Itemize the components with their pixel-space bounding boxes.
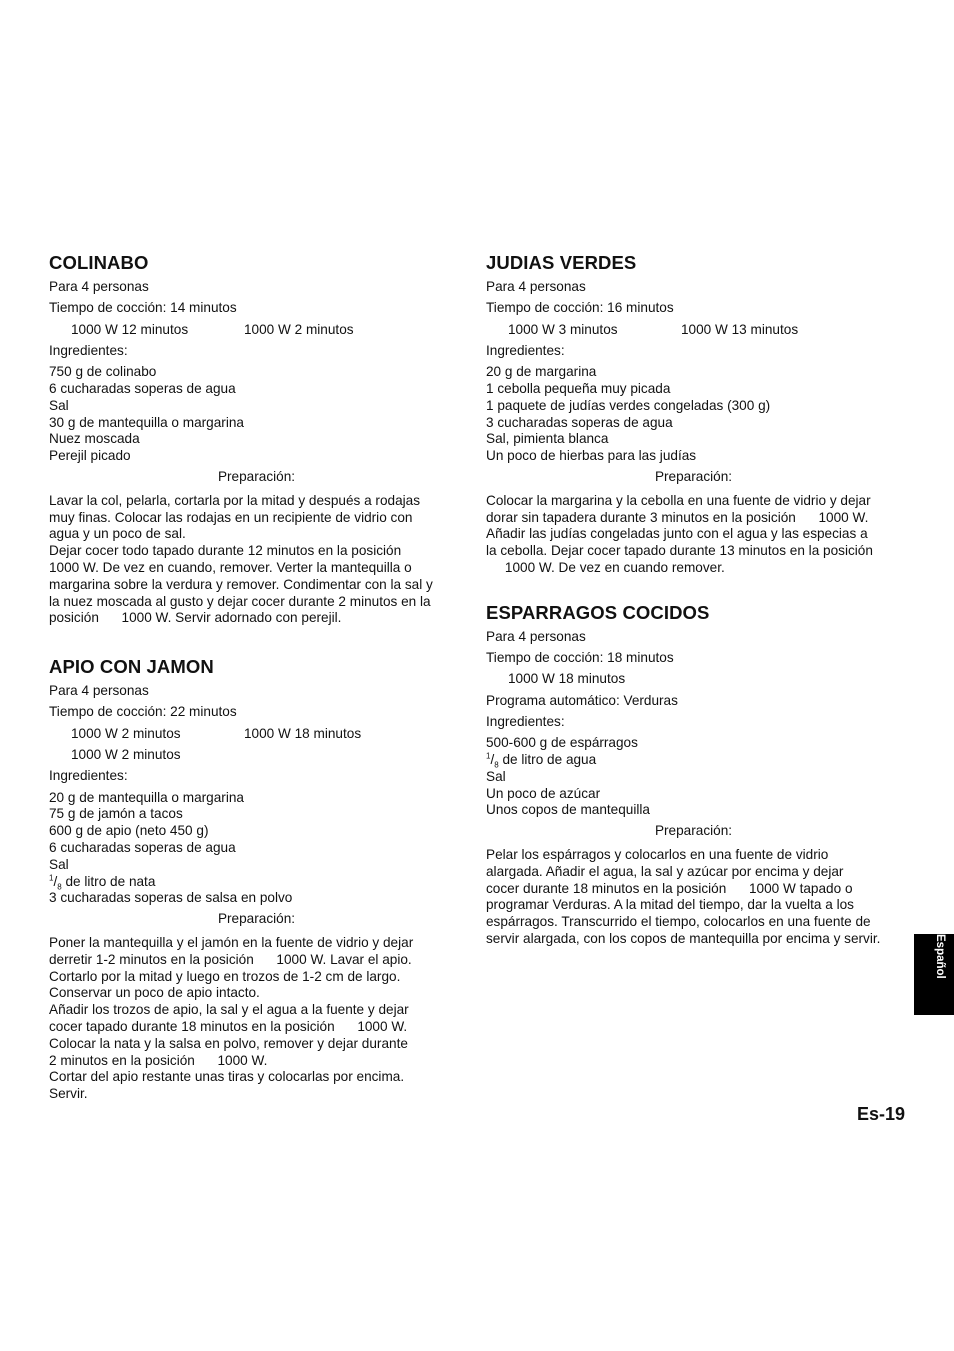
step: 1000 W 3 minutos xyxy=(508,321,618,337)
prep-line: dorar sin tapadera durante 3 minutos en la posición 1000 W. xyxy=(486,509,869,525)
cooking-time: Tiempo de cocción: 18 minutos xyxy=(486,650,674,666)
ingredient: 600 g de apio (neto 450 g) xyxy=(49,823,209,839)
recipe-judias-verdes xyxy=(486,252,901,577)
cooking-time: Tiempo de cocción: 14 minutos xyxy=(49,300,237,316)
ingredient: Un poco de azúcar xyxy=(486,785,601,801)
step: 1000 W 18 minutos xyxy=(508,671,626,687)
prep-line: la nuez moscada al gusto y dejar cocer durante 2 minutos en la xyxy=(49,593,431,609)
recipe-title: JUDIAS VERDES xyxy=(486,252,637,273)
ingredient: Sal xyxy=(49,856,69,872)
ingredient: 1 cebolla pequeña muy picada xyxy=(486,380,671,396)
power-steps xyxy=(49,322,464,339)
cooking-time: Tiempo de cocción: 22 minutos xyxy=(49,704,237,720)
fraction-numerator: 1 xyxy=(486,751,491,761)
recipe-colinabo xyxy=(49,252,464,627)
recipe-title: ESPARRAGOS COCIDOS xyxy=(486,601,710,623)
prep-line: Colocar la nata y la salsa en polvo, remover y dejar durante xyxy=(49,1035,408,1051)
fraction-numerator: 1 xyxy=(49,873,54,883)
ingredients-list xyxy=(49,364,464,465)
ingredient: 750 g de colinabo xyxy=(49,364,157,380)
prep-line: Conservar un poco de apio intacto. xyxy=(49,985,260,1001)
page-number: Es-19 xyxy=(857,1104,906,1124)
prep-line: Añadir las judías congeladas junto con el agua y las especias a xyxy=(486,526,868,542)
fraction-denominator: 8 xyxy=(57,882,62,892)
prep-line: Añadir los trozos de apio, la sal y el agua a la fuente y dejar xyxy=(49,1002,409,1018)
ingredient: Nuez moscada xyxy=(49,431,140,447)
step: 1000 W 2 minutos xyxy=(244,321,354,337)
prep-line: la cebolla. Dejar cocer tapado durante 13 minutos en la posición xyxy=(486,543,873,559)
ingredient: 1 paquete de judías verdes congeladas (300 g) xyxy=(486,397,771,413)
prep-line: muy finas. Colocar las rodajas en un recipiente de vidrio con xyxy=(49,509,413,525)
step: 1000 W 2 minutos xyxy=(71,747,181,763)
ingredient: 20 g de mantequilla o margarina xyxy=(49,789,244,805)
preparation-text xyxy=(486,847,901,948)
ingredient: 3 cucharadas soperas de agua xyxy=(486,414,673,430)
prep-line: cocer tapado durante 18 minutos en la posición 1000 W. xyxy=(49,1018,408,1034)
ingredient: 500-600 g de espárragos xyxy=(486,735,638,751)
right-column xyxy=(486,252,901,948)
prep-line: servir alargada, con los copos de mantequilla por encima y servir. xyxy=(486,931,881,946)
prep-line: Dejar cocer todo tapado durante 12 minutos en la posición xyxy=(49,543,402,559)
ingredient: 6 cucharadas soperas de agua xyxy=(49,840,236,856)
preparation-label: Preparación: xyxy=(654,823,733,839)
fraction-text: de litro de agua xyxy=(498,752,597,768)
prep-line: Poner la mantequilla y el jamón en la fuente de vidrio y dejar xyxy=(49,935,414,950)
ingredient: Un poco de hierbas para las judías xyxy=(486,448,697,464)
ingredients-list xyxy=(49,790,464,908)
ingredient: 30 g de mantequilla o margarina xyxy=(49,414,244,430)
prep-line: espárragos. Transcurrido el tiempo, colocarlos en una fuente de xyxy=(486,914,871,930)
ingredient: 6 cucharadas soperas de agua xyxy=(49,380,236,396)
fraction-denominator: 8 xyxy=(494,760,499,770)
ingredients-label: Ingredientes: xyxy=(486,713,565,729)
servings: Para 4 personas xyxy=(486,628,586,644)
prep-line: Colocar la margarina y la cebolla en una fuente de vidrio y dejar xyxy=(486,492,871,508)
left-column xyxy=(49,252,464,1103)
language-tab-label: Español xyxy=(934,934,946,979)
ingredients-label: Ingredientes: xyxy=(49,342,128,358)
prep-line: programar Verduras. A la mitad del tiempo, dar la vuelta a los xyxy=(486,897,854,913)
ingredient: 20 g de margarina xyxy=(486,364,597,380)
ingredient: Sal xyxy=(486,768,506,784)
power-steps xyxy=(49,726,464,743)
ingredients-label: Ingredientes: xyxy=(49,768,128,784)
servings: Para 4 personas xyxy=(49,683,149,699)
ingredient: Sal, pimienta blanca xyxy=(486,431,609,447)
prep-line: Pelar los espárragos y colocarlos en una fuente de vidrio xyxy=(486,847,829,863)
recipe-esparragos-cocidos xyxy=(486,602,901,948)
prep-line: 2 minutos en la posición 1000 W. xyxy=(49,1052,268,1068)
ingredient-fraction: $^1/_8$ de litro de nata xyxy=(49,873,156,892)
fraction-text: de litro de nata xyxy=(61,873,156,889)
prep-line: agua y un poco de sal. xyxy=(49,526,186,542)
prep-line: alargada. Añadir el agua, la sal y azúcar por encima y dejar xyxy=(486,863,844,879)
preparation-text xyxy=(486,493,901,577)
ingredients-label: Ingredientes: xyxy=(486,342,565,358)
ingredients-list xyxy=(486,735,901,819)
prep-line: Cortarlo por la mitad y luego en trozos de 1-2 cm de largo. xyxy=(49,968,401,984)
prep-line: derretir 1-2 minutos en la posición 1000 W. Lavar el apio. xyxy=(49,951,412,967)
preparation-text xyxy=(49,493,464,627)
recipe-apio-con-jamon xyxy=(49,656,464,1103)
power-steps xyxy=(486,322,901,339)
auto-program: Programa automático: Verduras xyxy=(486,692,678,708)
cooking-time: Tiempo de cocción: 16 minutos xyxy=(486,300,674,316)
prep-line: Cortar del apio restante unas tiras y colocarlas por encima. xyxy=(49,1069,405,1085)
prep-line: posición 1000 W. Servir adornado con perejil. xyxy=(49,610,342,626)
prep-line: 1000 W. De vez en cuando remover. xyxy=(486,559,725,575)
prep-line: margarina sobre la verdura y remover. Condimentar con la sal y xyxy=(49,576,433,592)
step: 1000 W 12 minutos xyxy=(71,321,189,337)
ingredient-fraction: $^1/_8$ de litro de agua xyxy=(486,751,597,770)
preparation-text xyxy=(49,935,464,1103)
recipe-title: COLINABO xyxy=(49,252,149,273)
servings: Para 4 personas xyxy=(49,279,149,294)
step: 1000 W 13 minutos xyxy=(681,321,799,337)
preparation-label: Preparación: xyxy=(654,468,733,484)
step: 1000 W 18 minutos xyxy=(244,725,362,741)
servings: Para 4 personas xyxy=(486,279,586,294)
ingredients-list xyxy=(486,364,901,465)
recipe-title: APIO CON JAMON xyxy=(49,656,214,678)
prep-line: 1000 W. De vez en cuando, remover. Verter la mantequilla o xyxy=(49,559,412,575)
step: 1000 W 2 minutos xyxy=(71,725,181,741)
prep-line: cocer durante 18 minutos en la posición 1000 W tapado o xyxy=(486,880,853,896)
ingredient: Unos copos de mantequilla xyxy=(486,802,650,818)
ingredient: 3 cucharadas soperas de salsa en polvo xyxy=(49,890,293,906)
preparation-label: Preparación: xyxy=(217,468,296,484)
preparation-label: Preparación: xyxy=(217,911,296,927)
prep-line: Lavar la col, pelarla, cortarla por la mitad y después a rodajas xyxy=(49,492,421,508)
ingredient: Sal xyxy=(49,397,69,413)
ingredient: 75 g de jamón a tacos xyxy=(49,806,183,822)
ingredient: Perejil picado xyxy=(49,448,131,464)
prep-line: Servir. xyxy=(49,1086,88,1102)
